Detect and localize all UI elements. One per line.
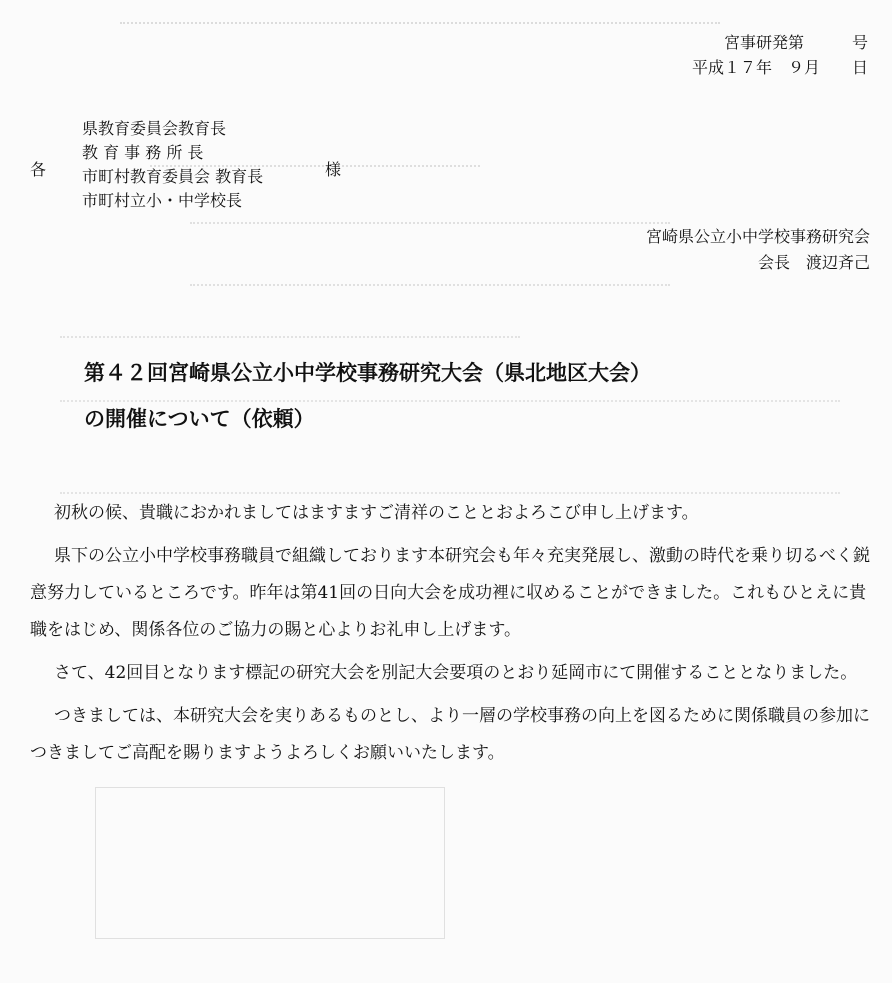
reference-block [692, 30, 868, 80]
bleed-through-box [95, 787, 445, 939]
issue-date: 平成１７年 ９月 日 [691, 58, 868, 77]
document-title [84, 350, 651, 442]
addressee-list [82, 117, 263, 213]
addressee-line: 市町村教育委員会 教育長 [82, 167, 264, 186]
addressee-honorific: 様 [325, 160, 342, 179]
bleed-through-line [190, 222, 670, 286]
addressee-prefix: 各 [30, 160, 47, 179]
addressee-line: 県教育委員会教育長 [82, 119, 227, 138]
letter-body [30, 495, 875, 778]
reference-number: 宮事研発第 号 [723, 33, 868, 52]
body-paragraph: さて、42回目となります標記の研究大会を別記大会要項のとおり延岡市にて開催することとなりました。 [54, 663, 858, 683]
body-paragraph: 初秋の候、貴職におかれましてはますますご清祥のこととおよろこび申し上げます。 [54, 503, 699, 523]
sender-organization: 宮崎県公立小中学校事務研究会 [645, 227, 870, 246]
title-line-2: の開催について（依頼） [84, 407, 315, 431]
title-line-1: 第４２回宮崎県公立小中学校事務研究大会（県北地区大会） [84, 361, 651, 385]
bleed-through-line [120, 22, 720, 34]
addressee-line: 教 育 事 務 所 長 [82, 143, 204, 162]
body-paragraph: 県下の公立小中学校事務職員で組織しております本研究会も年々充実発展し、激動の時代を乗り切るべく鋭意努力しているところです。昨年は第41回の日向大会を成功裡に収めることができました。これもひとえに貴職をはじめ、関係各位のご協力の賜と心よりお礼申し上げます。 [30, 546, 870, 640]
body-paragraph: つきましては、本研究大会を実りあるものとし、より一層の学校事務の向上を図るために関係職員の参加につきましてご高配を賜りますようよろしくお願いいたします。 [30, 706, 870, 763]
sender-block [646, 224, 870, 276]
bleed-through-line [60, 336, 520, 346]
addressee-line: 市町村立小・中学校長 [82, 191, 243, 210]
sender-name: 会長 渡辺斉己 [757, 253, 870, 272]
